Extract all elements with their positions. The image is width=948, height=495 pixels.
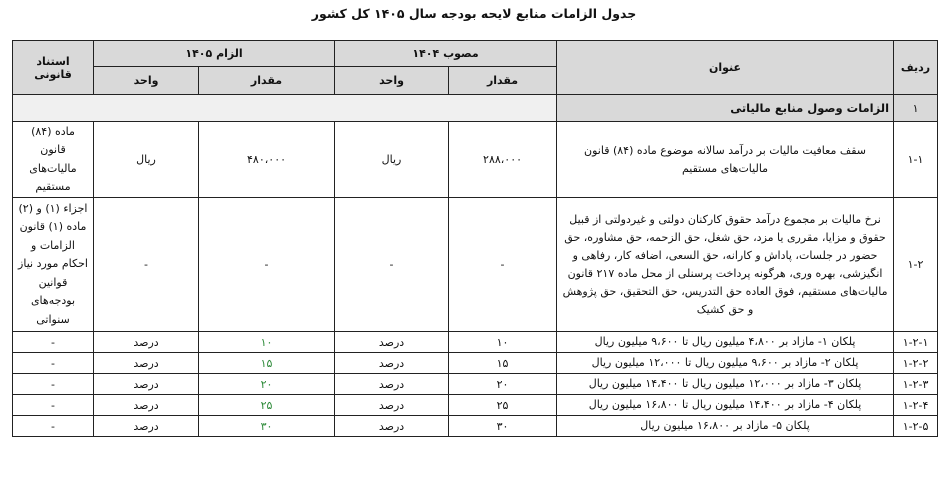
- row-subject: پلکان ۳- مازاد بر ۱۲،۰۰۰ میلیون ریال تا ۱۴،۴۰۰ میلیون ریال: [557, 374, 894, 395]
- legal-basis: -: [13, 395, 94, 416]
- header-legal-basis: استناد قانونی: [13, 41, 94, 95]
- table-row: [13, 198, 938, 332]
- document-title: جدول الزامات منابع لایحه بودجه سال ۱۴۰۵ کل کشور: [311, 6, 637, 21]
- requirement-unit: -: [94, 198, 199, 332]
- row-number: ۱-۲-۳: [894, 374, 938, 395]
- requirement-amount: ۲۰: [199, 374, 335, 395]
- legal-basis: ماده (۸۴) قانون مالیات‌های مستقیم: [13, 122, 94, 198]
- header-requirement-amount: مقدار: [199, 67, 335, 95]
- approved-unit: درصد: [335, 395, 449, 416]
- row-number: ۱-۲-۵: [894, 416, 938, 437]
- requirement-amount: ۴۸۰،۰۰۰: [199, 122, 335, 198]
- approved-unit: -: [335, 198, 449, 332]
- header-requirement-1405: الزام ۱۴۰۵: [94, 41, 335, 67]
- requirement-amount: -: [199, 198, 335, 332]
- approved-amount: ۲۰: [449, 374, 557, 395]
- requirement-unit: ریال: [94, 122, 199, 198]
- approved-unit: درصد: [335, 353, 449, 374]
- section-name: الزامات وصول منابع مالیاتی: [557, 95, 894, 122]
- bracket-row: [13, 332, 938, 353]
- section-row: [13, 95, 938, 122]
- row-number: ۱-۱: [894, 122, 938, 198]
- approved-amount: ۲۵: [449, 395, 557, 416]
- legal-basis: -: [13, 332, 94, 353]
- header-row-no: ردیف: [894, 41, 938, 95]
- row-subject: پلکان ۵- مازاد بر ۱۶،۸۰۰ میلیون ریال: [557, 416, 894, 437]
- legal-basis: -: [13, 353, 94, 374]
- header-approved-amount: مقدار: [449, 67, 557, 95]
- approved-amount: ۱۰: [449, 332, 557, 353]
- approved-amount: ۲۸۸،۰۰۰: [449, 122, 557, 198]
- row-subject: نرخ مالیات بر مجموع درآمد حقوق کارکنان دولتی و غیردولتی از قبیل حقوق و مزایا، مقرری یا مزد، حق شغل، حق الزحمه، حق مشاوره، حق حضور در جلسات، پاداش و کارانه، حق السعی، اضافه کار، رفاهی و انگیزشی، بهره وری، هرگونه پرداخت پرسنلی از محل ماده ۲۱۷ قانون مالیات‌های مستقیم، فوق العاده حق التدریس، حق التحقیق، حق پژوهش و حق کشیک: [557, 198, 894, 332]
- bracket-row: [13, 416, 938, 437]
- approved-unit: ریال: [335, 122, 449, 198]
- requirement-amount: ۳۰: [199, 416, 335, 437]
- budget-requirements-table: [12, 40, 938, 437]
- requirement-amount: ۱۰: [199, 332, 335, 353]
- row-number: ۱-۲-۴: [894, 395, 938, 416]
- bracket-row: [13, 395, 938, 416]
- row-subject: سقف معافیت مالیات بر درآمد سالانه موضوع ماده (۸۴) قانون مالیات‌های مستقیم: [557, 122, 894, 198]
- requirement-amount: ۱۵: [199, 353, 335, 374]
- legal-basis: -: [13, 416, 94, 437]
- row-subject: پلکان ۱- مازاد بر ۴،۸۰۰ میلیون ریال تا ۹،۶۰۰ میلیون ریال: [557, 332, 894, 353]
- legal-basis: -: [13, 374, 94, 395]
- approved-amount: ۱۵: [449, 353, 557, 374]
- approved-unit: درصد: [335, 332, 449, 353]
- legal-basis: اجزاء (۱) و (۲) ماده (۱) قانون الزامات و احکام مورد نیاز قوانین بودجه‌های سنواتی: [13, 198, 94, 332]
- header-approved-unit: واحد: [335, 67, 449, 95]
- header-requirement-unit: واحد: [94, 67, 199, 95]
- requirement-unit: درصد: [94, 416, 199, 437]
- requirement-amount: ۲۵: [199, 395, 335, 416]
- requirement-unit: درصد: [94, 332, 199, 353]
- row-number: ۱-۲-۱: [894, 332, 938, 353]
- approved-unit: درصد: [335, 416, 449, 437]
- requirement-unit: درصد: [94, 374, 199, 395]
- approved-unit: درصد: [335, 374, 449, 395]
- bracket-row: [13, 374, 938, 395]
- row-number: ۱-۲: [894, 198, 938, 332]
- row-subject: پلکان ۲- مازاد بر ۹،۶۰۰ میلیون ریال تا ۱۲،۰۰۰ میلیون ریال: [557, 353, 894, 374]
- requirement-unit: درصد: [94, 353, 199, 374]
- approved-amount: ۳۰: [449, 416, 557, 437]
- section-number: ۱: [894, 95, 938, 122]
- header-subject: عنوان: [557, 41, 894, 95]
- header-approved-1404: مصوب ۱۴۰۴: [335, 41, 557, 67]
- row-subject: پلکان ۴- مازاد بر ۱۴،۴۰۰ میلیون ریال تا ۱۶،۸۰۰ میلیون ریال: [557, 395, 894, 416]
- section-blank-cell: [13, 95, 557, 122]
- requirement-unit: درصد: [94, 395, 199, 416]
- row-number: ۱-۲-۲: [894, 353, 938, 374]
- table-row: [13, 122, 938, 198]
- bracket-row: [13, 353, 938, 374]
- approved-amount: -: [449, 198, 557, 332]
